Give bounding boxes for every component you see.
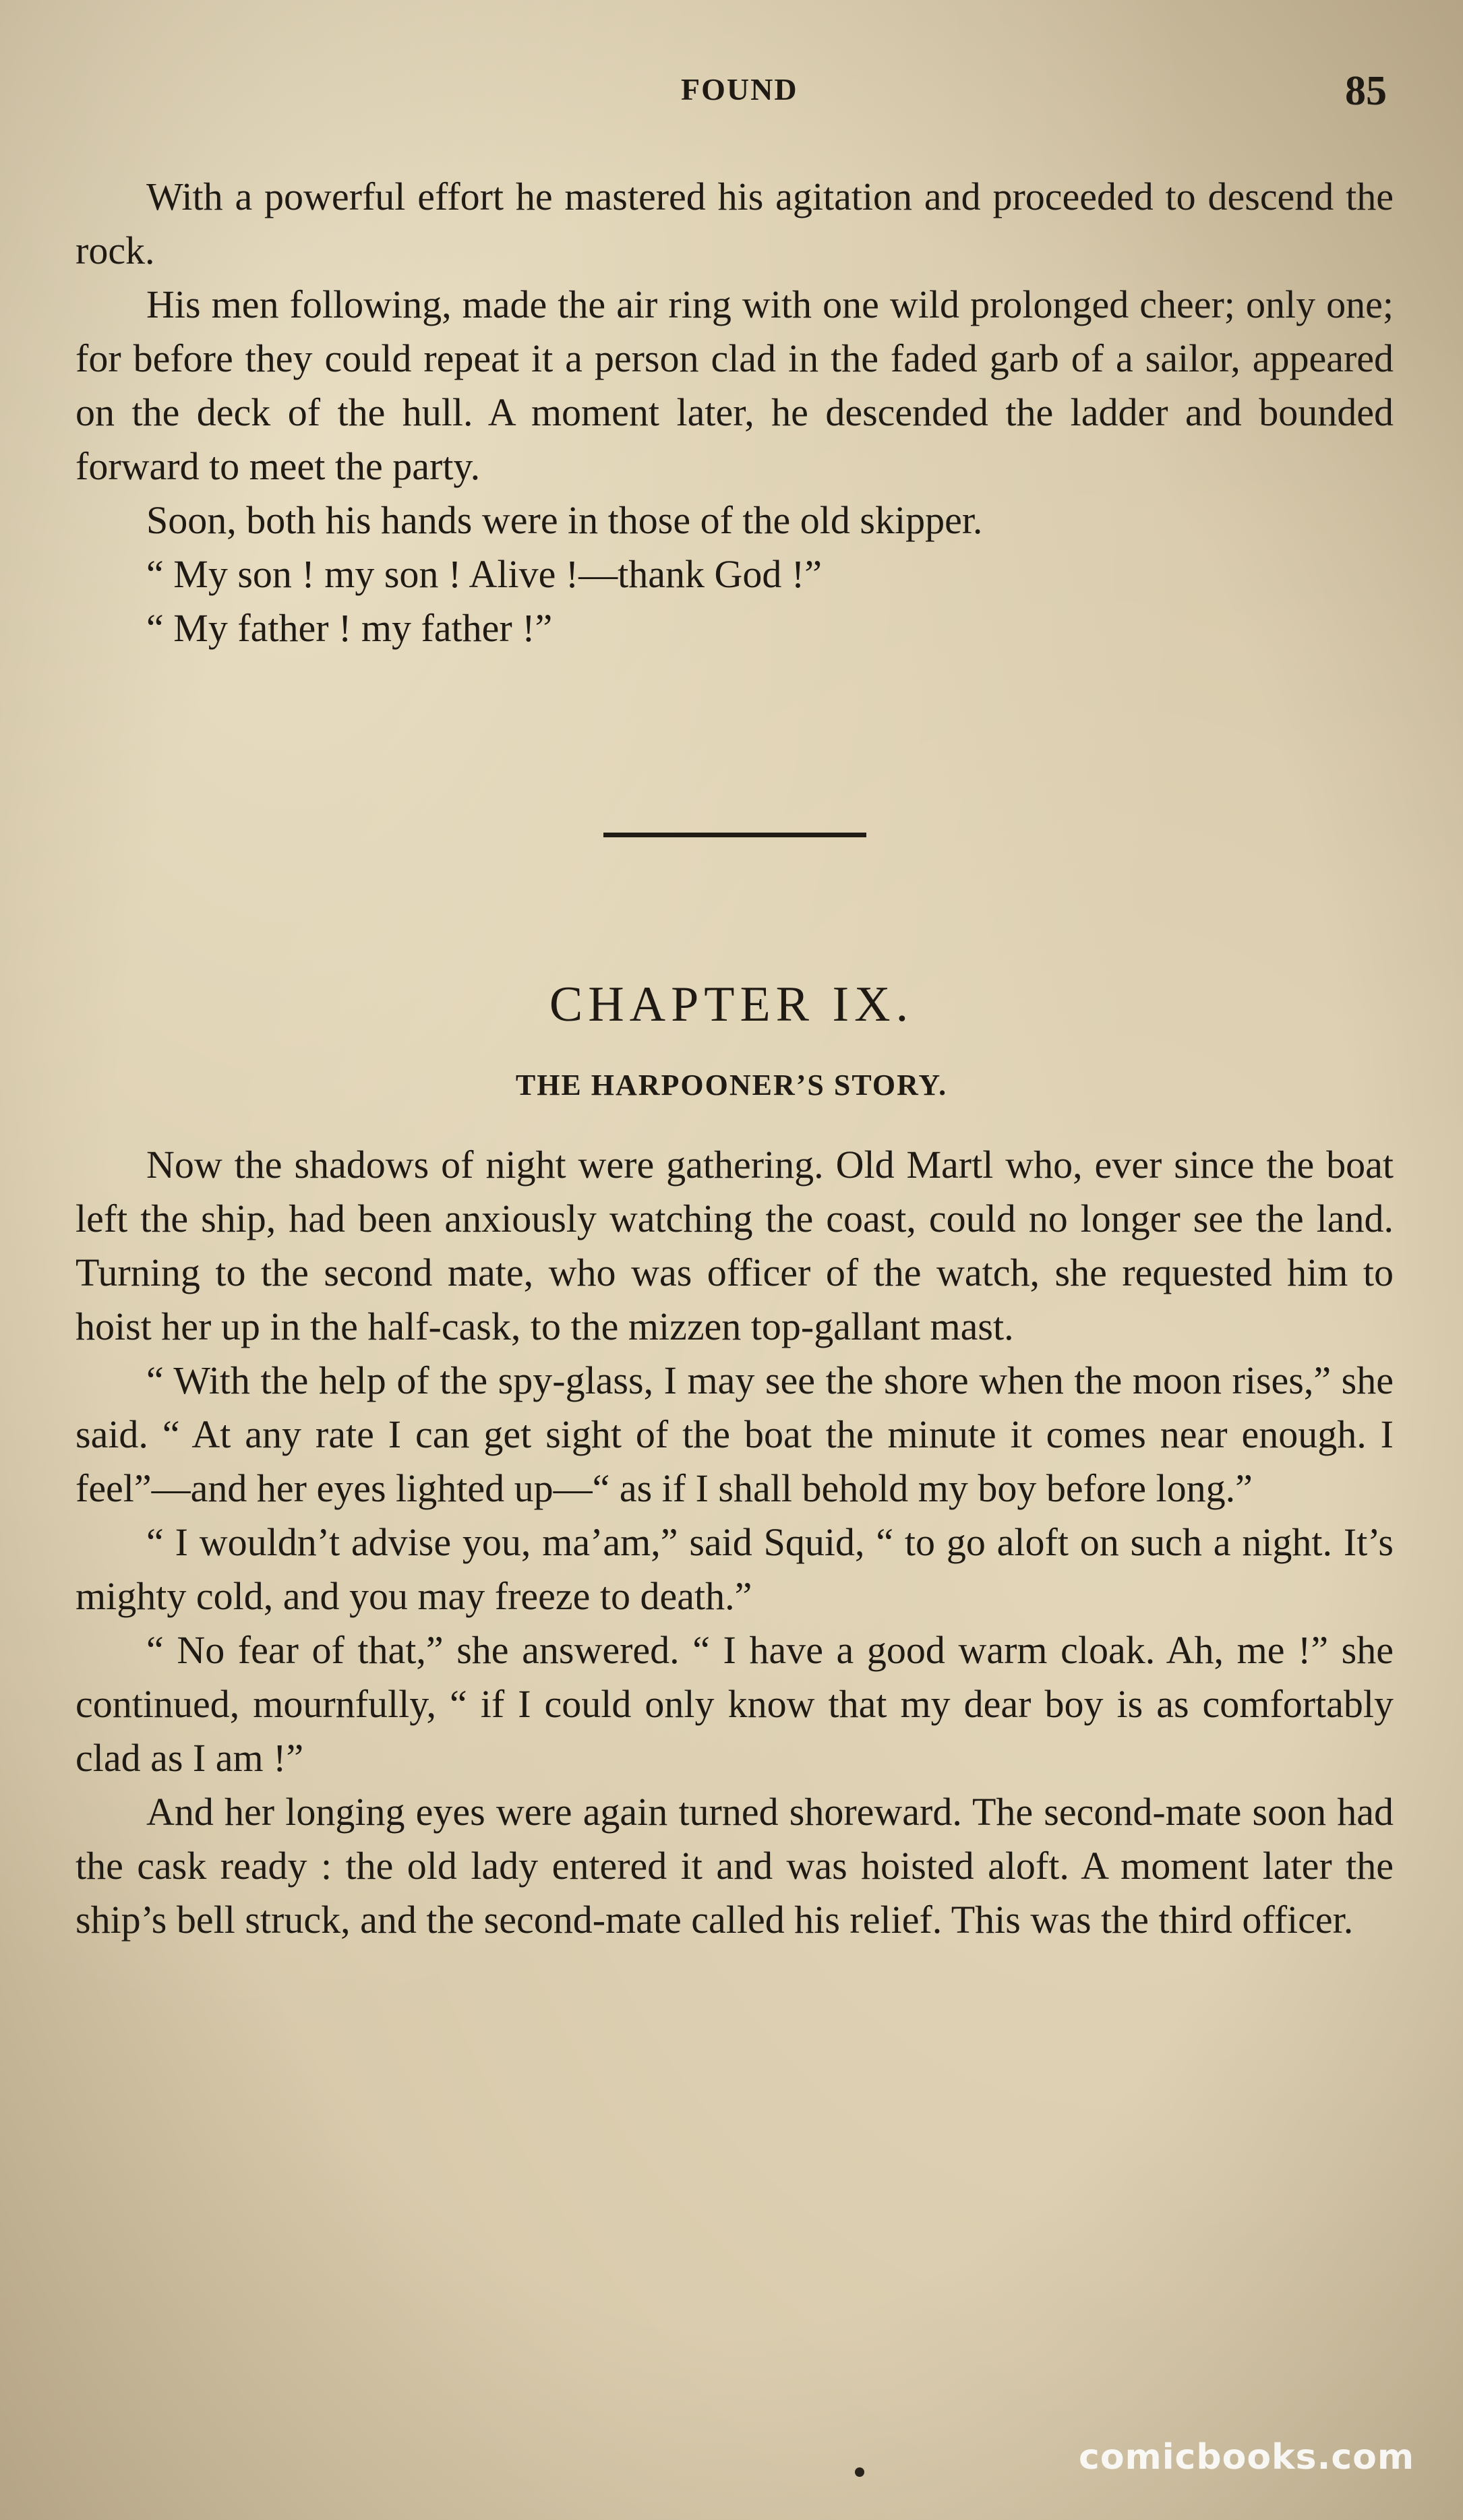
running-head — [0, 67, 1463, 121]
dialogue-line: “ My father ! my father !” — [146, 606, 553, 650]
running-title: FOUND — [681, 72, 798, 107]
paragraph: With a powerful effort he mastered his agitation and proceeded to descend the rock. — [76, 175, 1394, 272]
dialogue-line: “ My son ! my son ! Alive !—thank God !” — [146, 552, 822, 596]
ornament-dot — [855, 2467, 864, 2477]
page-number: 85 — [1345, 68, 1387, 114]
chapter-text-block — [76, 1138, 1394, 1947]
chapter-subtitle: THE HARPOONER’S STORY. — [515, 1069, 948, 1102]
section-divider — [603, 833, 866, 837]
paragraph: “ With the help of the spy-glass, I may see the shore when the moon rises,” she said. “ At any rate I can get sight of the boat the minute it comes near enough. I feel”—and her eyes lighted up—“ as if I shall behold my boy before long.” — [76, 1358, 1394, 1510]
paragraph: His men following, made the air ring with one wild prolonged cheer; only one; for before they could repeat it a person clad in the faded garb of a sailor, appeared on the deck of the hull. A moment later, he descended the ladder and bounded forward to meet the party. — [76, 282, 1394, 488]
paragraph: Soon, both his hands were in those of the old skipper. — [146, 498, 983, 542]
chapter-heading: CHAPTER IX. — [549, 977, 914, 1032]
top-text-block — [76, 170, 1394, 655]
paragraph: And her longing eyes were again turned shoreward. The second-mate soon had the cask ready : the old lady entered it and was hoisted aloft. A moment later the ship’s bell struck, and the second-mate called his relief. This was the third officer. — [76, 1790, 1394, 1942]
paragraph: “ No fear of that,” she answered. “ I have a good warm cloak. Ah, me !” she continued, mournfully, “ if I could only know that my dear boy is as comfortably clad as I am !” — [76, 1628, 1394, 1780]
watermark: comicbooks.com — [1079, 2437, 1415, 2478]
paragraph: Now the shadows of night were gathering. Old Martl who, ever since the boat left the ship, had been anxiously watching the coast, could no longer see the land. Turning to the second mate, who was officer of the watch, she requested him to hoist her up in the half-cask, to the mizzen top-gallant mast. — [76, 1143, 1394, 1348]
paragraph: “ I wouldn’t advise you, ma’am,” said Squid, “ to go aloft on such a night. It’s mighty cold, and you may freeze to death.” — [76, 1520, 1394, 1618]
